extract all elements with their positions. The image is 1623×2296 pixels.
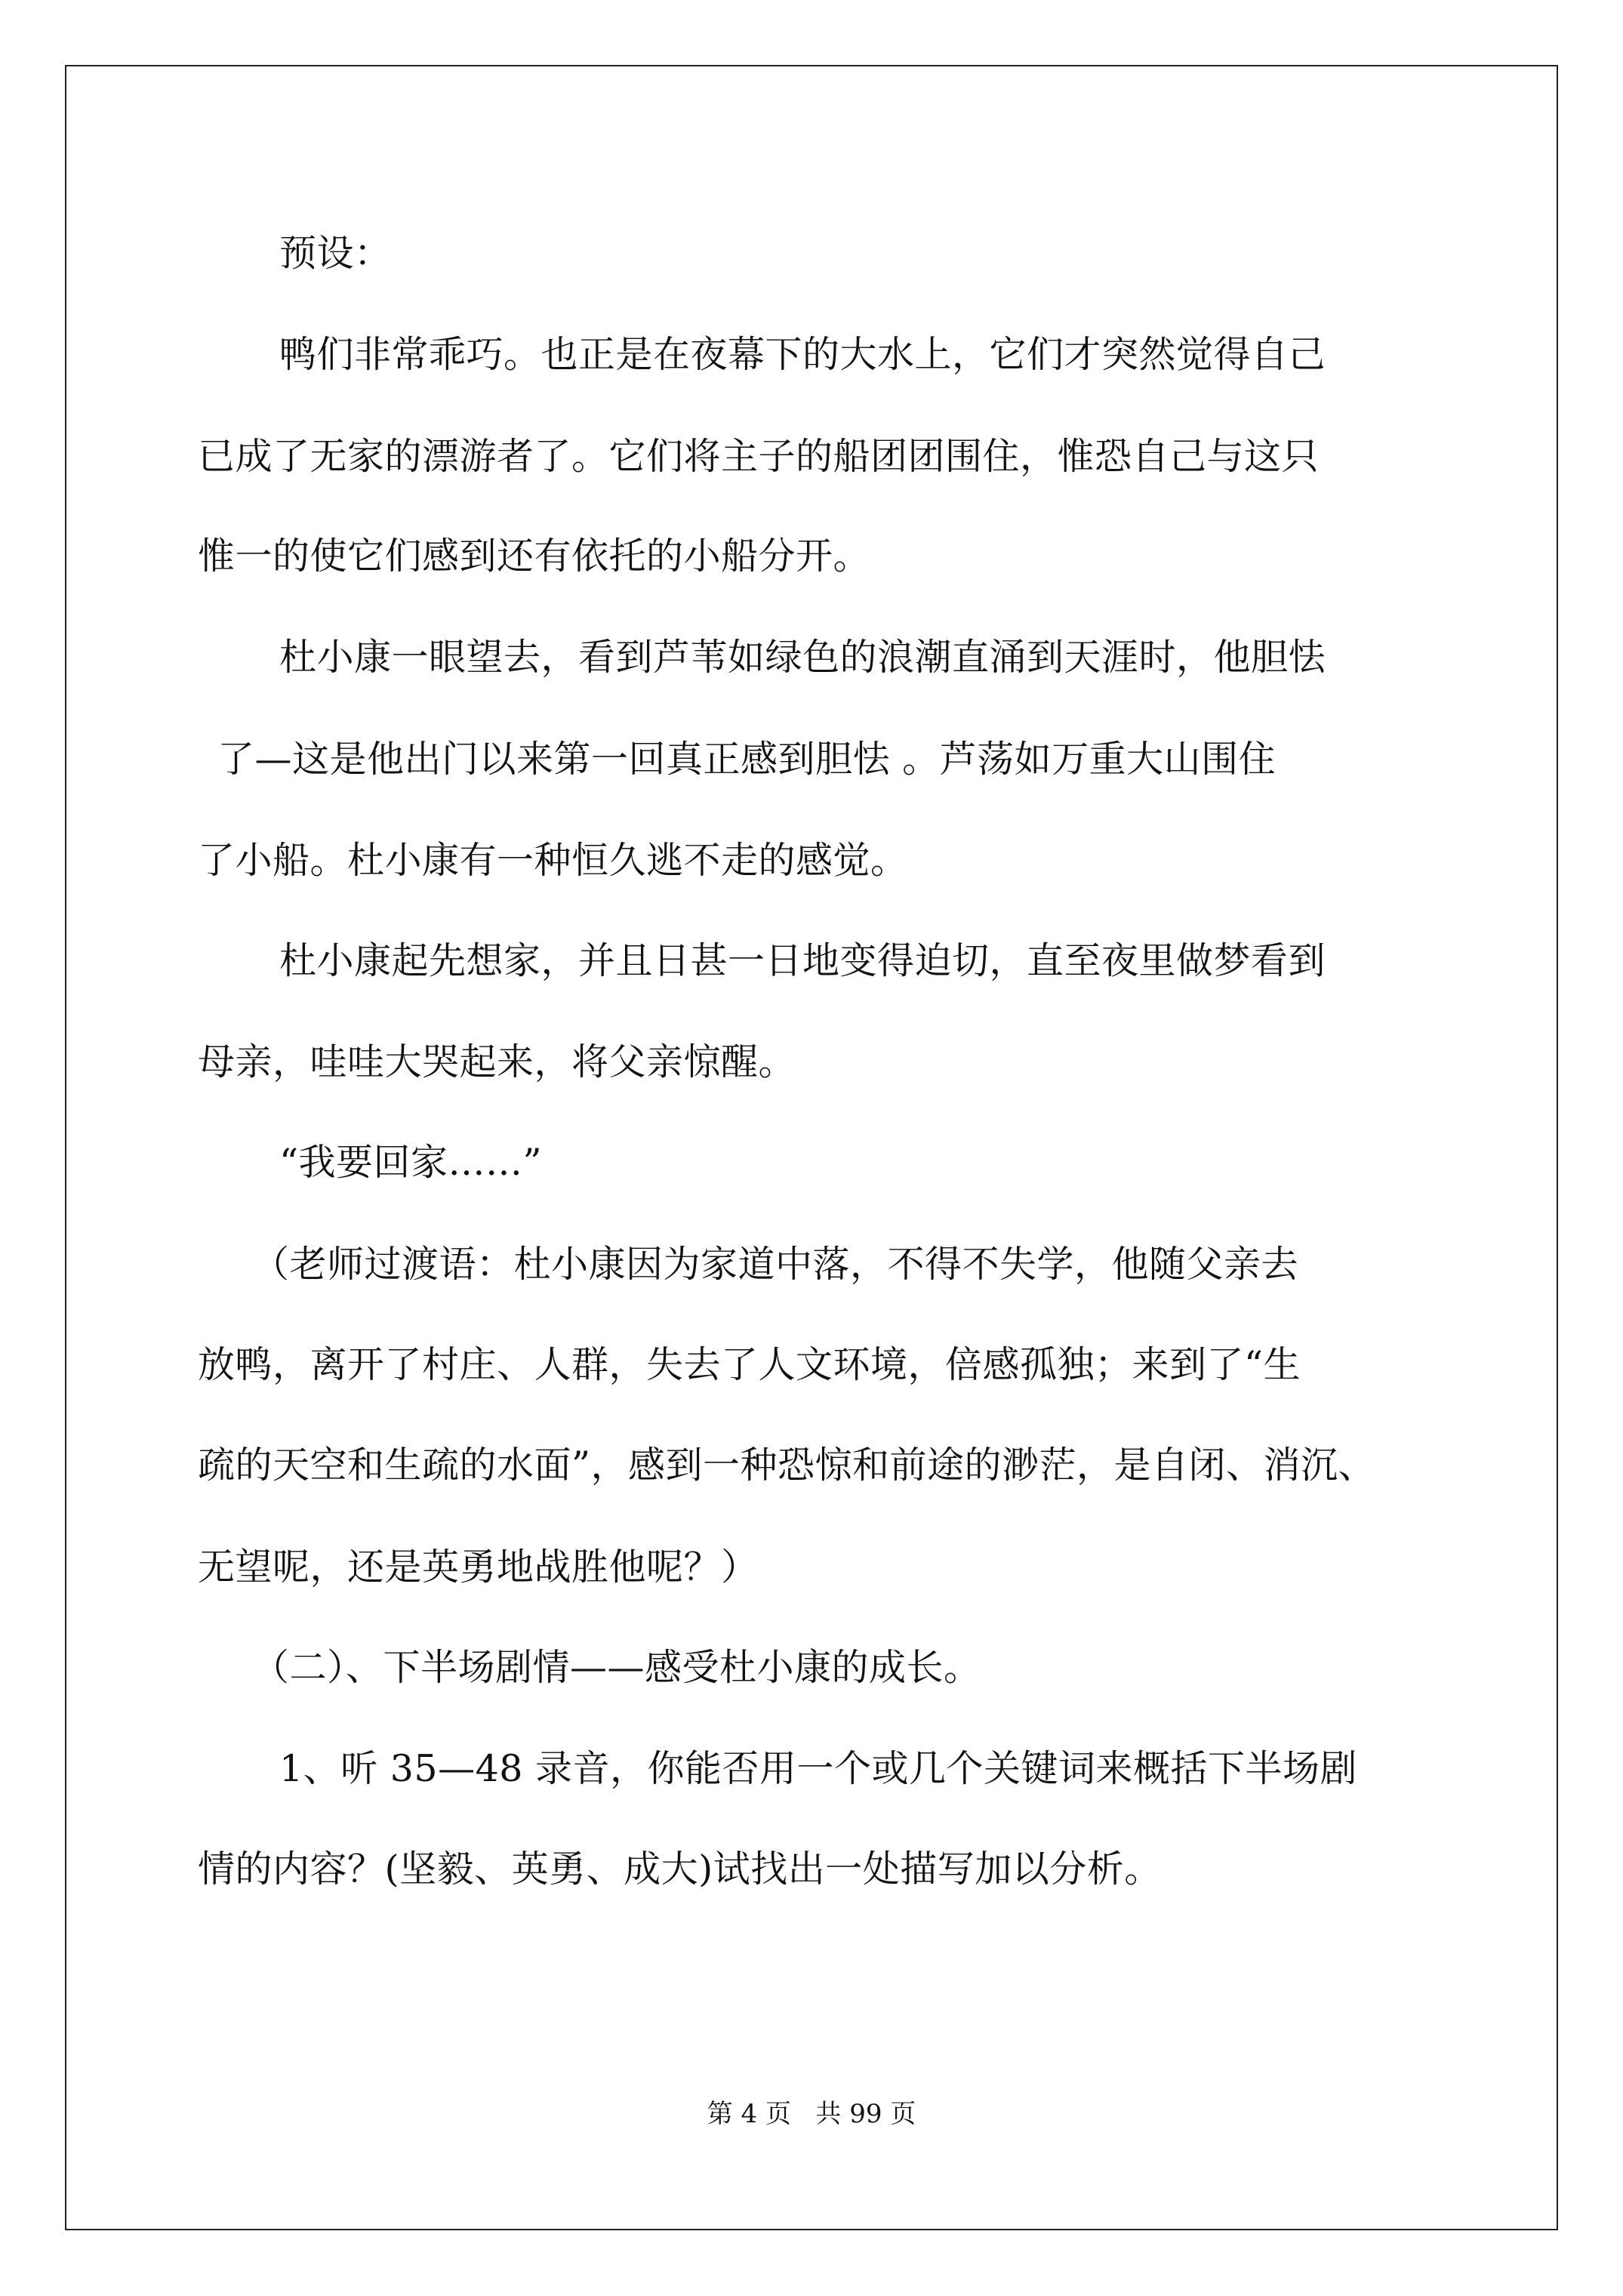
text-line: 已成了无家的漂游者了。它们将主子的船团团围住，惟恐自己与这只 (198, 435, 1320, 478)
text-line: 预设： (279, 232, 392, 275)
text-line: “我要回家……” (279, 1141, 543, 1184)
text-line: 了小船。杜小康有一种恒久逃不走的感觉。 (198, 839, 908, 882)
text-line: 鸭们非常乖巧。也正是在夜幕下的大水上，它们才突然觉得自己 (279, 333, 1326, 376)
text-line: 1、听 35—48 录音，你能否用一个或几个关键词来概括下半场剧 (279, 1747, 1358, 1790)
text-line: 疏的天空和生疏的水面”，感到一种恐惊和前途的渺茫，是自闭、消沉、 (198, 1444, 1376, 1487)
text-line: 放鸭，离开了村庄、人群，失去了人文环境，倍感孤独；来到了“生 (198, 1343, 1301, 1386)
text-line: 杜小康一眼望去，看到芦苇如绿色的浪潮直涌到天涯时，他胆怯 (279, 636, 1326, 679)
text-line: 情的内容？(坚毅、英勇、成大)试找出一处描写加以分析。 (198, 1848, 1162, 1891)
text-line: 了—这是他出门以来第一回真正感到胆怯 。芦荡如万重大山围住 (217, 738, 1277, 781)
text-line: （二）、下半场剧情——感受杜小康的成长。 (252, 1646, 981, 1689)
text-line: 杜小康起先想家，并且日甚一日地变得迫切，直至夜里做梦看到 (279, 939, 1326, 982)
text-line: 无望呢，还是英勇地战胜他呢？） (198, 1546, 759, 1589)
text-line: 母亲，哇哇大哭起来，将父亲惊醒。 (198, 1040, 796, 1083)
text-line: （老师过渡语：杜小康因为家道中落，不得不失学，他随父亲去 (252, 1243, 1299, 1286)
page-number: 第 4 页 共 99 页 (707, 2099, 916, 2129)
text-line: 惟一的使它们感到还有依托的小船分开。 (198, 535, 871, 578)
